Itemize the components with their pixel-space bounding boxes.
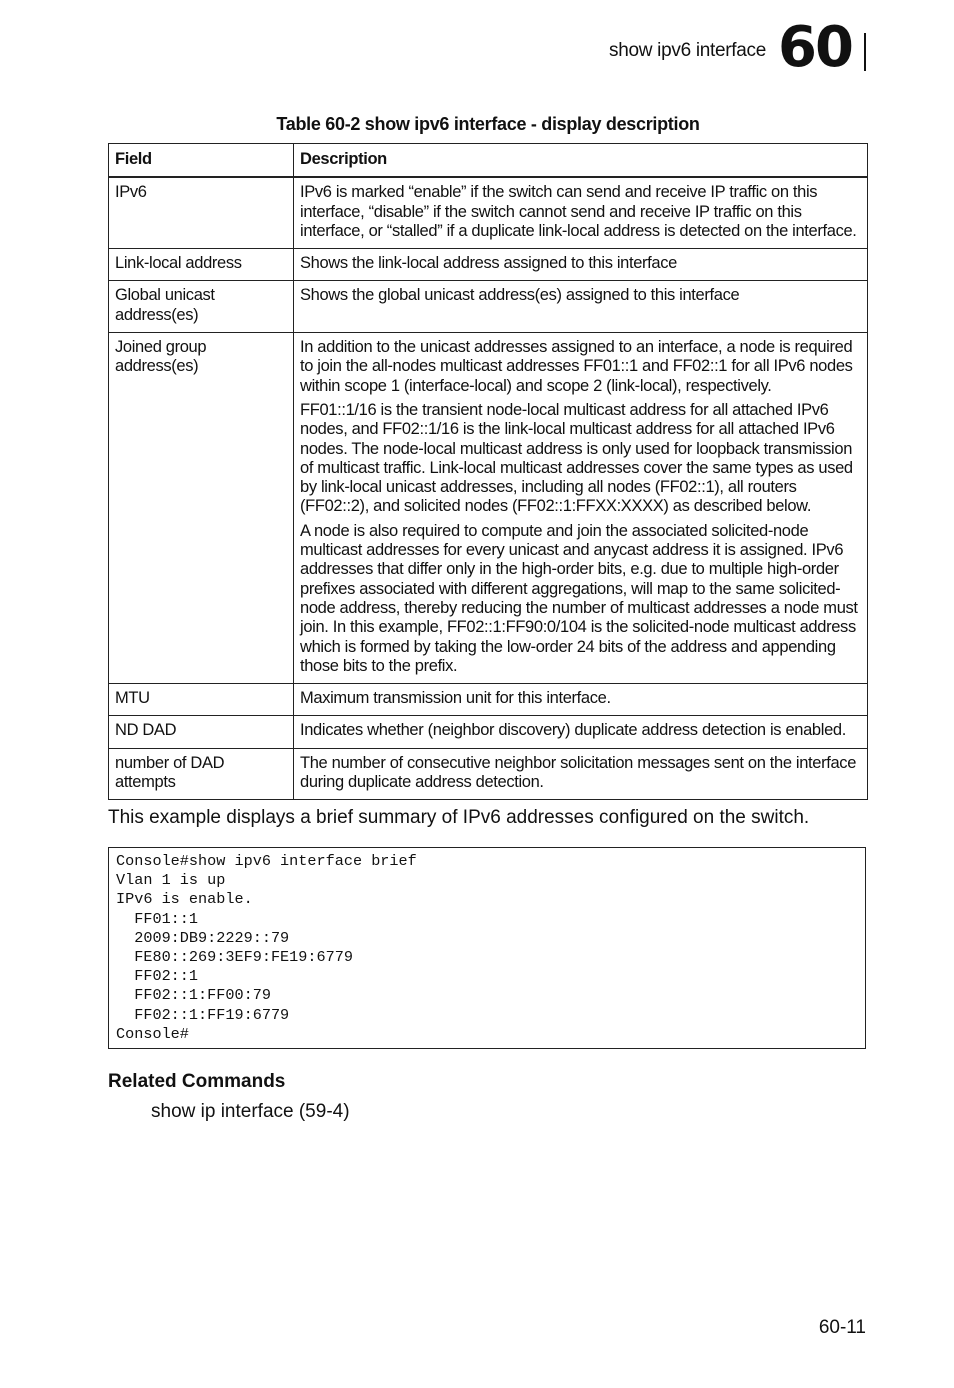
description-cell [294,281,868,333]
console-output-box [108,847,866,1049]
field-cell: MTU [109,684,294,716]
console-line: Vlan 1 is up [116,871,226,890]
console-output [109,848,865,1044]
console-line: IPv6 is enable. [116,890,253,909]
console-line: Console# [116,1024,189,1043]
field-cell: Joined group address(es) [109,333,294,684]
description-paragraph: FF01::1/16 is the transient node-local multicast address for all attached IPv6 nodes, and FF02::1/16 is the link-local multicast address for all attached IPv6 nodes. The node-local multicast address is only used for loopback transmission of multicast traffic. Link-local multicast addresses cover the same types as used by link-local unicast addresses, including all nodes (FF02::1), all routers (FF02::2), and solicited nodes (FF02::1:FFXX:XXXX) as described below. [300,400,853,516]
related-commands-heading: Related Commands [108,1071,286,1092]
table-row [109,716,868,748]
description-paragraph: Shows the global unicast address(es) assigned to this interface [300,286,740,305]
column-header-field: Field [109,144,294,178]
description-paragraph: Maximum transmission unit for this interface. [300,689,611,708]
console-line: FE80::269:3EF9:FE19:6779 [116,948,353,967]
table-row [109,684,868,716]
intro-text: This example displays a brief summary of IPv6 addresses configured on the switch. [108,807,810,828]
console-line: Console#show ipv6 interface brief [116,852,417,870]
description-cell [294,748,868,800]
description-cell [294,249,868,281]
column-header-description: Description [294,144,868,178]
table-row [109,249,868,281]
table-row [109,748,868,800]
description-paragraph: The number of consecutive neighbor solicitation messages sent on the interface during duplicate address detection. [300,753,857,792]
field-cell: ND DAD [109,716,294,748]
description-paragraph: A node is also required to compute and join the associated solicited-node multicast addresses for every unicast and anycast address it is assigned. IPv6 addresses that differ only in the high-order bits, e.g. due to multiple high-order prefixes associated with different aggregations, will map to the same solicited-node address, thereby reducing the number of multicast addresses a node must join. In this example, FF02::1:FF90:0/104 is the solicited-node multicast address which is formed by taking the low-order 24 bits of the address and appending those bits to the prefix. [300,521,858,675]
chapter-number: 60 [778,15,852,80]
table-row [109,281,868,333]
field-cell: Link-local address [109,249,294,281]
console-line: FF02::1:FF19:6779 [116,1005,290,1024]
chapter-divider [864,33,866,71]
description-paragraph: Shows the link-local address assigned to this interface [300,254,677,273]
table-body [109,177,868,800]
console-line: FF02::1:FF00:79 [116,986,271,1005]
description-paragraph: In addition to the unicast addresses assigned to an interface, a node is required to join the all-nodes multicast addresses FF01::1 and FF02::1 for all IPv6 nodes within scope 1 (interface-local) and scope 2 (link-local), respectively. [300,338,853,395]
field-cell: number of DAD attempts [109,748,294,800]
description-cell [294,716,868,748]
running-header-title: show ipv6 interface [609,40,766,61]
description-cell [294,684,868,716]
page-number: 60-11 [818,1317,866,1338]
description-table [108,143,868,800]
related-command-link[interactable]: show ip interface (59-4) [151,1101,350,1122]
field-cell: IPv6 [109,177,294,248]
field-cell: Global unicast address(es) [109,281,294,333]
console-line: FF02::1 [116,967,199,986]
console-line: 2009:DB9:2229::79 [116,928,290,947]
description-paragraph: IPv6 is marked “enable” if the switch can send and receive IP traffic on this interface, “disable” if the switch cannot send and receive IP traffic on this interface, or “stalled” if a duplicate link-local address is detected on the interface. [300,183,857,240]
description-paragraph: Indicates whether (neighbor discovery) duplicate address detection is enabled. [300,721,846,740]
table-row [109,177,868,248]
table-row [109,333,868,684]
description-cell [294,177,868,248]
description-cell [294,333,868,684]
console-line: FF01::1 [116,909,199,928]
table-caption: Table 60-2 show ipv6 interface - display description [276,114,700,134]
table-header-row [109,144,868,178]
